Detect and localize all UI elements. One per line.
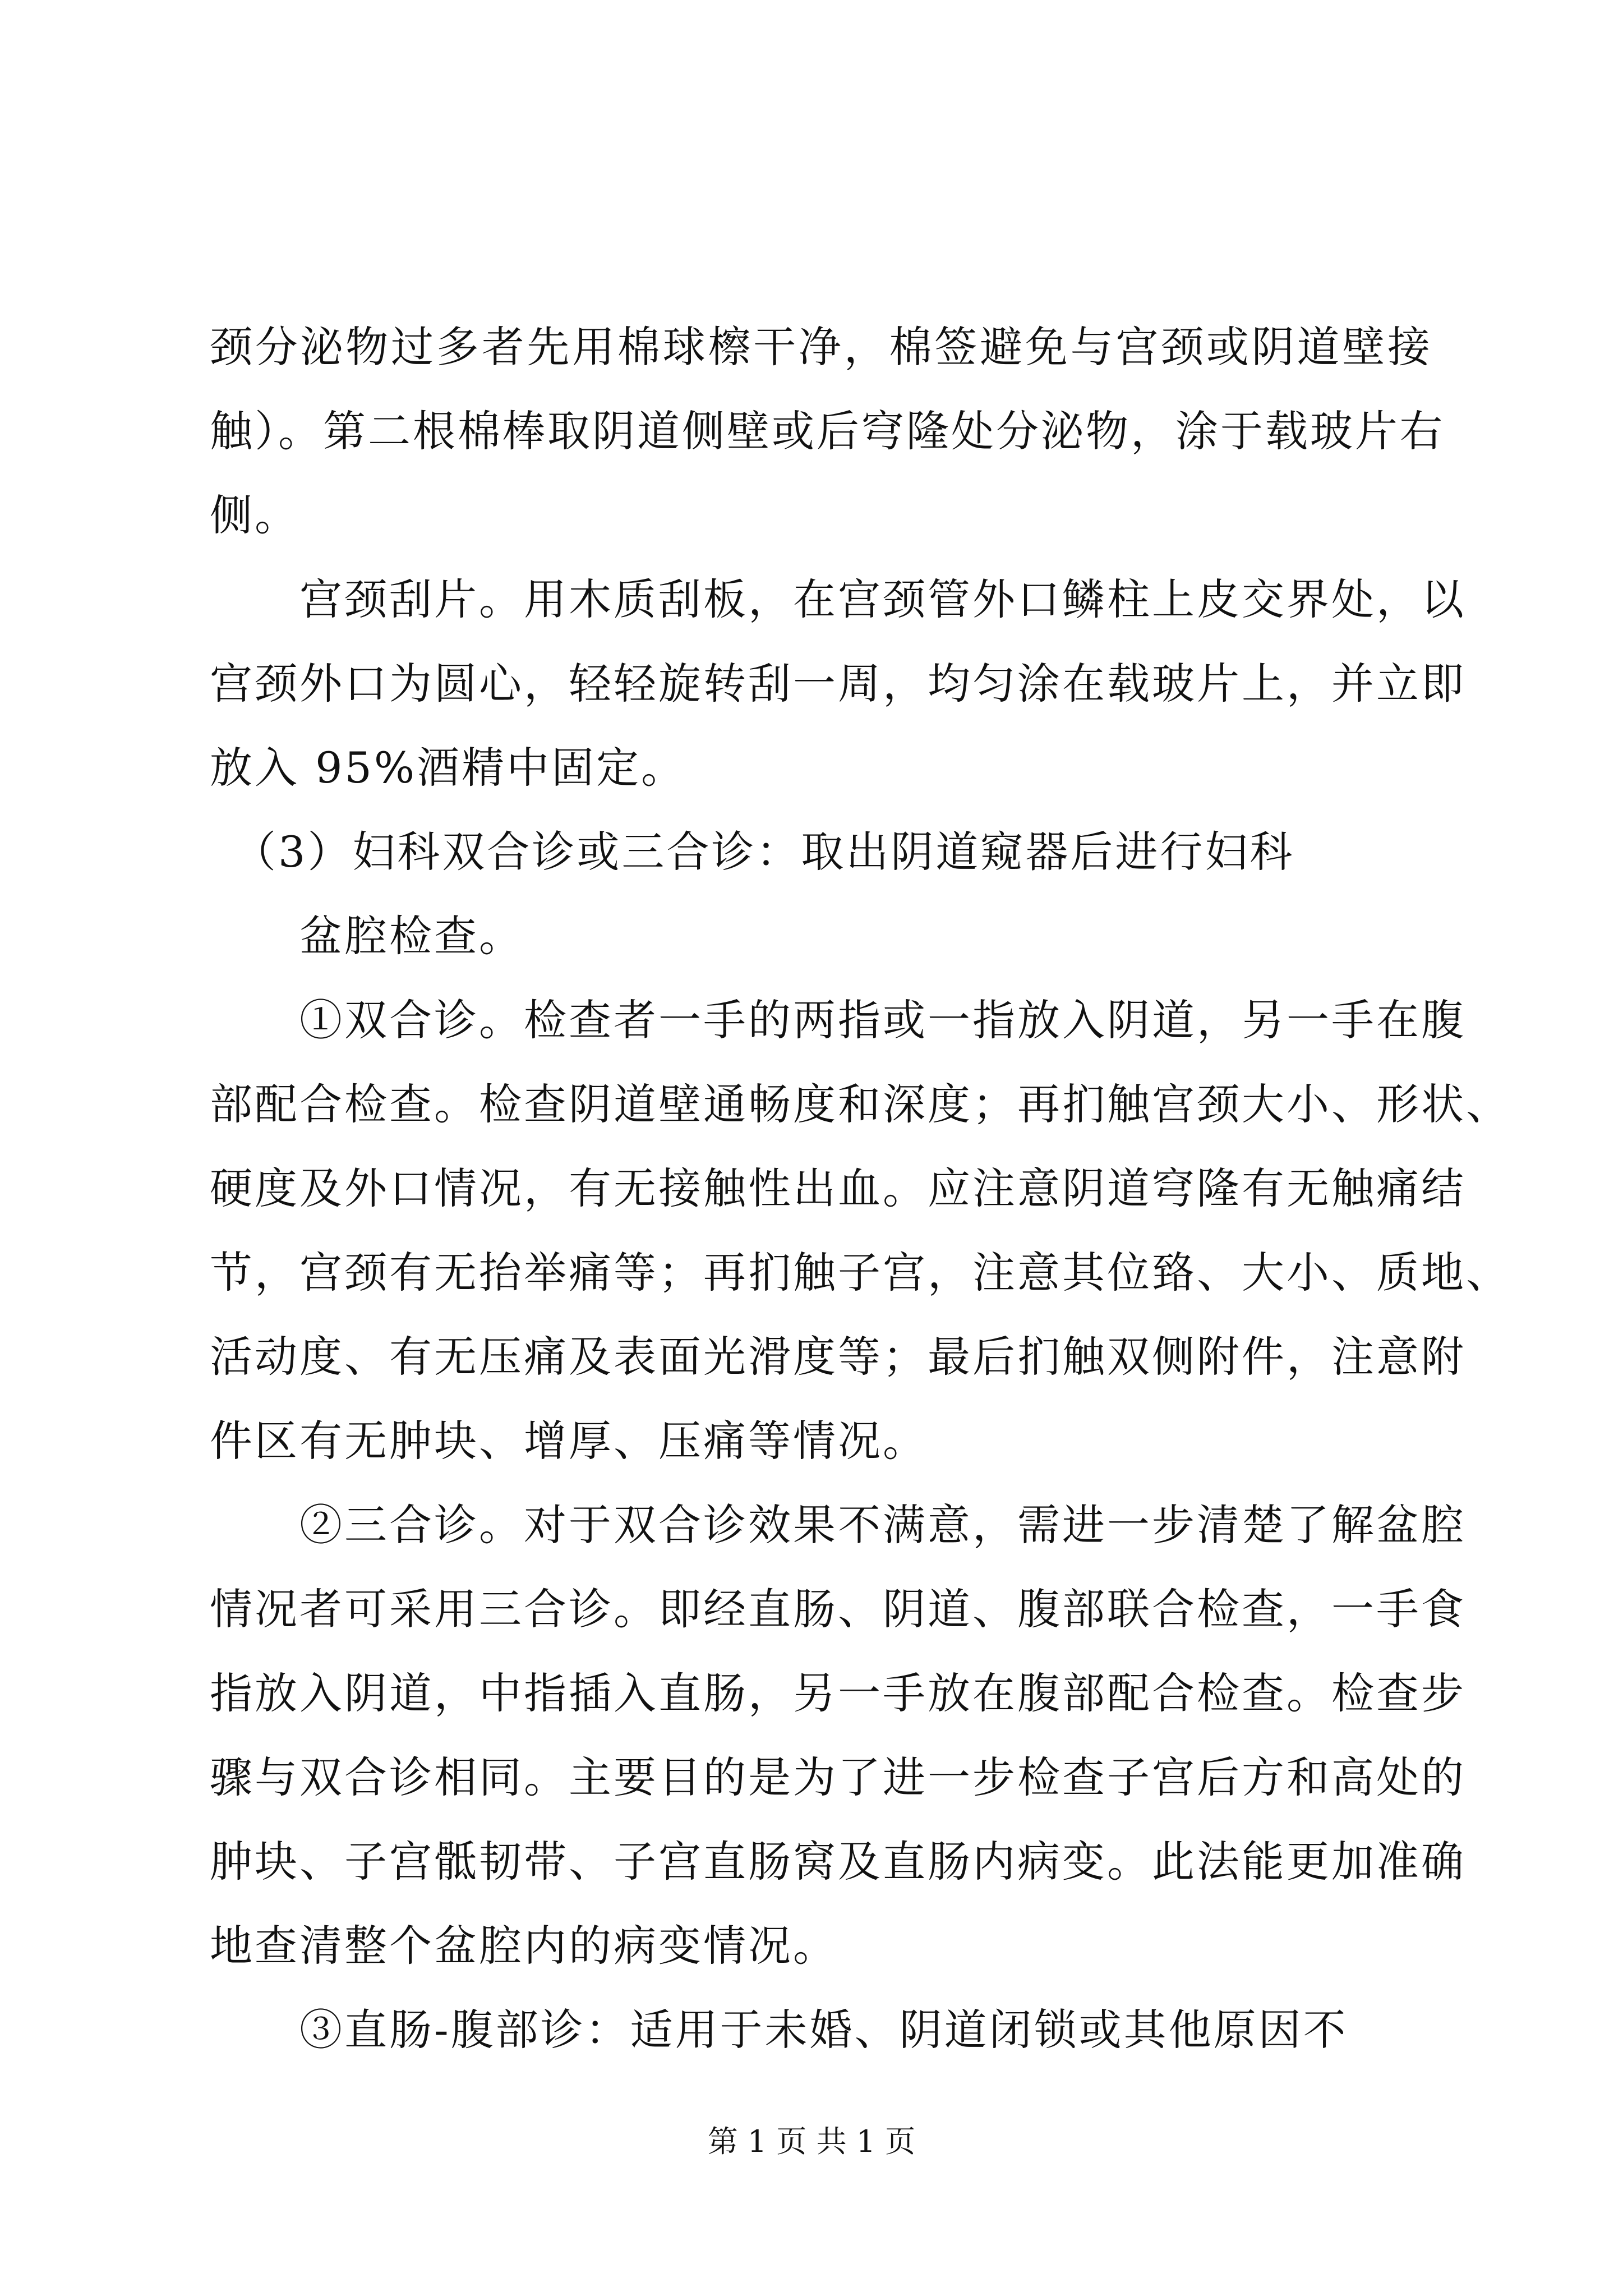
document-body	[210, 305, 1511, 2072]
text-line: ②三合诊。对于双合诊效果不满意，需进一步清楚了解盆腔	[210, 1500, 1466, 1550]
text-line: 触）。第二根棉棒取阴道侧壁或后穹隆处分泌物，涂于载玻片右	[210, 406, 1445, 456]
text-line: 情况者可采用三合诊。即经直肠、阴道、腹部联合检查，一手食	[210, 1584, 1466, 1634]
text-line: 活动度、有无压痛及表面光滑度等；最后扪触双侧附件，注意附	[210, 1332, 1466, 1382]
text-line: 件区有无肿块、增厚、压痛等情况。	[210, 1416, 928, 1466]
text-line: 硬度及外口情况，有无接触性出血。应注意阴道穹隆有无触痛结	[210, 1163, 1466, 1213]
page-number-label: 第 1 页 共 1 页	[707, 2124, 916, 2159]
text-line: （3）妇科双合诊或三合诊：取出阴道窥器后进行妇科	[210, 827, 1295, 877]
text-line: 指放入阴道，中指插入直肠，另一手放在腹部配合检查。检查步	[210, 1668, 1466, 1718]
text-line: 节，宫颈有无抬举痛等；再扪触子宫，注意其位臵、大小、质地、	[210, 1248, 1511, 1297]
text-line: 肿块、子宫骶韧带、子宫直肠窝及直肠内病变。此法能更加准确	[210, 1837, 1466, 1887]
text-line: 宫颈刮片。用木质刮板，在宫颈管外口鳞柱上皮交界处，以	[210, 574, 1466, 624]
text-line: 地查清整个盆腔内的病变情况。	[210, 1921, 838, 1971]
text-line: 盆腔检查。	[210, 911, 524, 961]
text-line: 骤与双合诊相同。主要目的是为了进一步检查子宫后方和高处的	[210, 1752, 1466, 1802]
text-line: ③直肠-腹部诊：适用于未婚、阴道闭锁或其他原因不	[210, 2005, 1348, 2055]
text-line: 放入 95%酒精中固定。	[210, 743, 686, 793]
text-line: ①双合诊。检查者一手的两指或一指放入阴道，另一手在腹	[210, 995, 1466, 1045]
text-line: 侧。	[210, 490, 299, 540]
text-line: 颈分泌物过多者先用棉球檫干净，棉签避免与宫颈或阴道壁接	[210, 322, 1432, 372]
text-line: 部配合检查。检查阴道壁通畅度和深度；再扪触宫颈大小、形状、	[210, 1079, 1511, 1129]
page-footer	[0, 2118, 1623, 2161]
text-line: 宫颈外口为圆心，轻轻旋转刮一周，均匀涂在载玻片上，并立即	[210, 659, 1466, 708]
